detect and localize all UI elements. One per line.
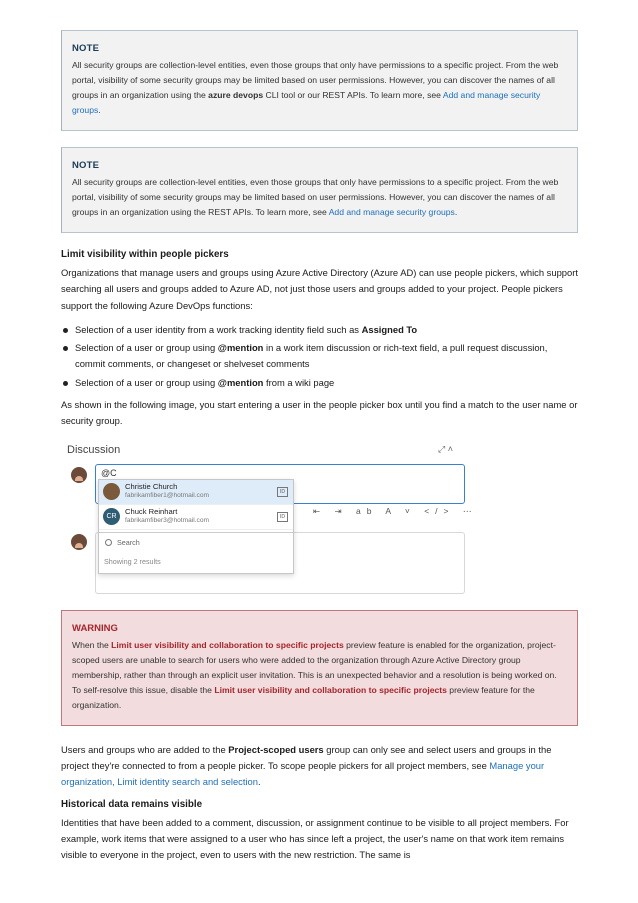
people-picker-functions-list (61, 322, 578, 391)
user-avatar (71, 467, 87, 483)
contact-card-icon[interactable]: ID (277, 512, 288, 522)
people-picker-option[interactable] (99, 505, 293, 530)
project-scoped-users-paragraph (61, 742, 578, 791)
warning-text-part: preview feature is enabled for the organization, project-scoped users are unable to search for users who were added to the organization through Azure Active Directory group membership, rather than through an explicit user invitation. This is an unexpected behavior and a resolution is being worked on. To self-resolve this issue, disable the (72, 639, 557, 695)
feature-name: Limit user visibility and collaboration to specific projects (214, 684, 447, 695)
mention-keyword: @mention (217, 376, 264, 388)
expand-collapse-icons[interactable]: ⤢ ˄ (438, 443, 453, 454)
note-title: NOTE (72, 160, 100, 171)
group-name: Project-scoped users (228, 743, 324, 755)
people-picker-option[interactable] (99, 480, 293, 505)
search-icon (105, 539, 112, 546)
note-text-part: All security groups are collection-level entities, even those groups that only have permissions to a specific project. From the web portal, visibility of some security groups may be limited based on user permissions. However, you can discover the names of all groups in an organization using the REST APIs. To learn more, see (72, 177, 559, 217)
add-manage-security-groups-link[interactable]: Add and manage security groups (328, 207, 455, 217)
people-picker-dropdown[interactable] (98, 479, 294, 574)
note-text (72, 58, 567, 118)
warning-text (72, 638, 567, 713)
section-heading-historical-data: Historical data remains visible (61, 798, 203, 810)
list-item (61, 340, 578, 373)
people-pickers-intro: Organizations that manage users and groups using Azure Active Directory (Azure AD) can use people pickers, which support searching all users and groups added to Azure AD, not just those users and groups added to your project. People pickers support the following Azure DevOps functions: (61, 267, 578, 311)
discussion-title: Discussion (67, 443, 121, 456)
note-text-part: . (454, 207, 458, 217)
feature-name: Limit user visibility and collaboration to specific projects (111, 639, 344, 650)
limit-identity-search-link[interactable]: Manage your organization, Limit identity search and selection (61, 759, 545, 788)
note-text-part: All security groups are collection-level entities, even those groups that only have permissions to a specific project. From the web portal, visibility of some security groups may be limited based on user permissions. However, you can discover the names of all groups in an organization using the (72, 60, 559, 100)
paragraph-text: group can only see and select users and groups in the project they're connected to from a people picker. To scope people pickers for all project members, see (61, 743, 552, 771)
list-text: Selection of a user or group using (75, 376, 218, 388)
person-email: fabrikamfiber3@hotmail.com (125, 516, 210, 524)
warning-title: WARNING (72, 622, 118, 634)
note-text (72, 175, 567, 220)
people-picker-screenshot (65, 444, 485, 594)
search-label: Search (117, 537, 140, 547)
warning-text-part: When the (72, 639, 112, 650)
section-heading-people-pickers: Limit visibility within people pickers (61, 249, 229, 260)
note-title: NOTE (72, 43, 100, 54)
warning-text-part: preview feature for the organization. (72, 684, 535, 710)
list-text: in a work item discussion or rich-text field, a pull request discussion, commit comments, or changeset or shelveset comments (75, 342, 548, 370)
typed-mention: @C (101, 467, 117, 478)
list-item (61, 322, 578, 338)
results-count: Showing 2 results (104, 556, 161, 566)
note-callout-2 (61, 147, 578, 233)
historical-data-paragraph: Identities that have been added to a comment, discussion, or assignment continue to be visible to all project members. For example, work items that were assigned to a user who has since left a project, the user's name on that work item remains visible to everyone in the project, even to users with the new restriction. The same is (61, 816, 569, 861)
list-text: Selection of a user or group using (75, 342, 218, 354)
add-manage-security-groups-link[interactable]: Add and manage security groups (72, 90, 541, 115)
document-page (61, 30, 578, 871)
people-picker-figure-intro: As shown in the following image, you start entering a user in the people picker box until you find a match to the user name or security group. (61, 399, 578, 427)
picker-search-row[interactable] (99, 532, 293, 553)
person-name: Christie Church (125, 481, 178, 491)
paragraph-text: Users and groups who are added to the (61, 743, 229, 755)
list-item (61, 375, 578, 391)
contact-card-icon[interactable]: ID (277, 487, 288, 497)
formatting-toolbar[interactable]: ⇤ ⇥ ab A ˅ </> ⋯ (313, 505, 478, 516)
list-text: Selection of a user identity from a work tracking identity field such as (75, 323, 362, 335)
person-email: fabrikamfiber1@hotmail.com (125, 491, 210, 499)
mention-keyword: @mention (217, 342, 264, 354)
warning-callout (61, 610, 578, 726)
list-text: from a wiki page (263, 376, 335, 388)
note-text-part: CLI tool or our REST APIs. To learn more, see (263, 90, 443, 100)
note-text-part: . (98, 105, 101, 115)
avatar-initials: CR (103, 508, 120, 525)
person-name: Chuck Reinhart (125, 506, 178, 516)
note-callout-1 (61, 30, 578, 131)
paragraph-text: . (258, 776, 261, 788)
avatar (103, 483, 120, 500)
field-name: Assigned To (361, 323, 418, 335)
cli-name: azure devops (208, 90, 264, 100)
user-avatar (71, 534, 87, 550)
